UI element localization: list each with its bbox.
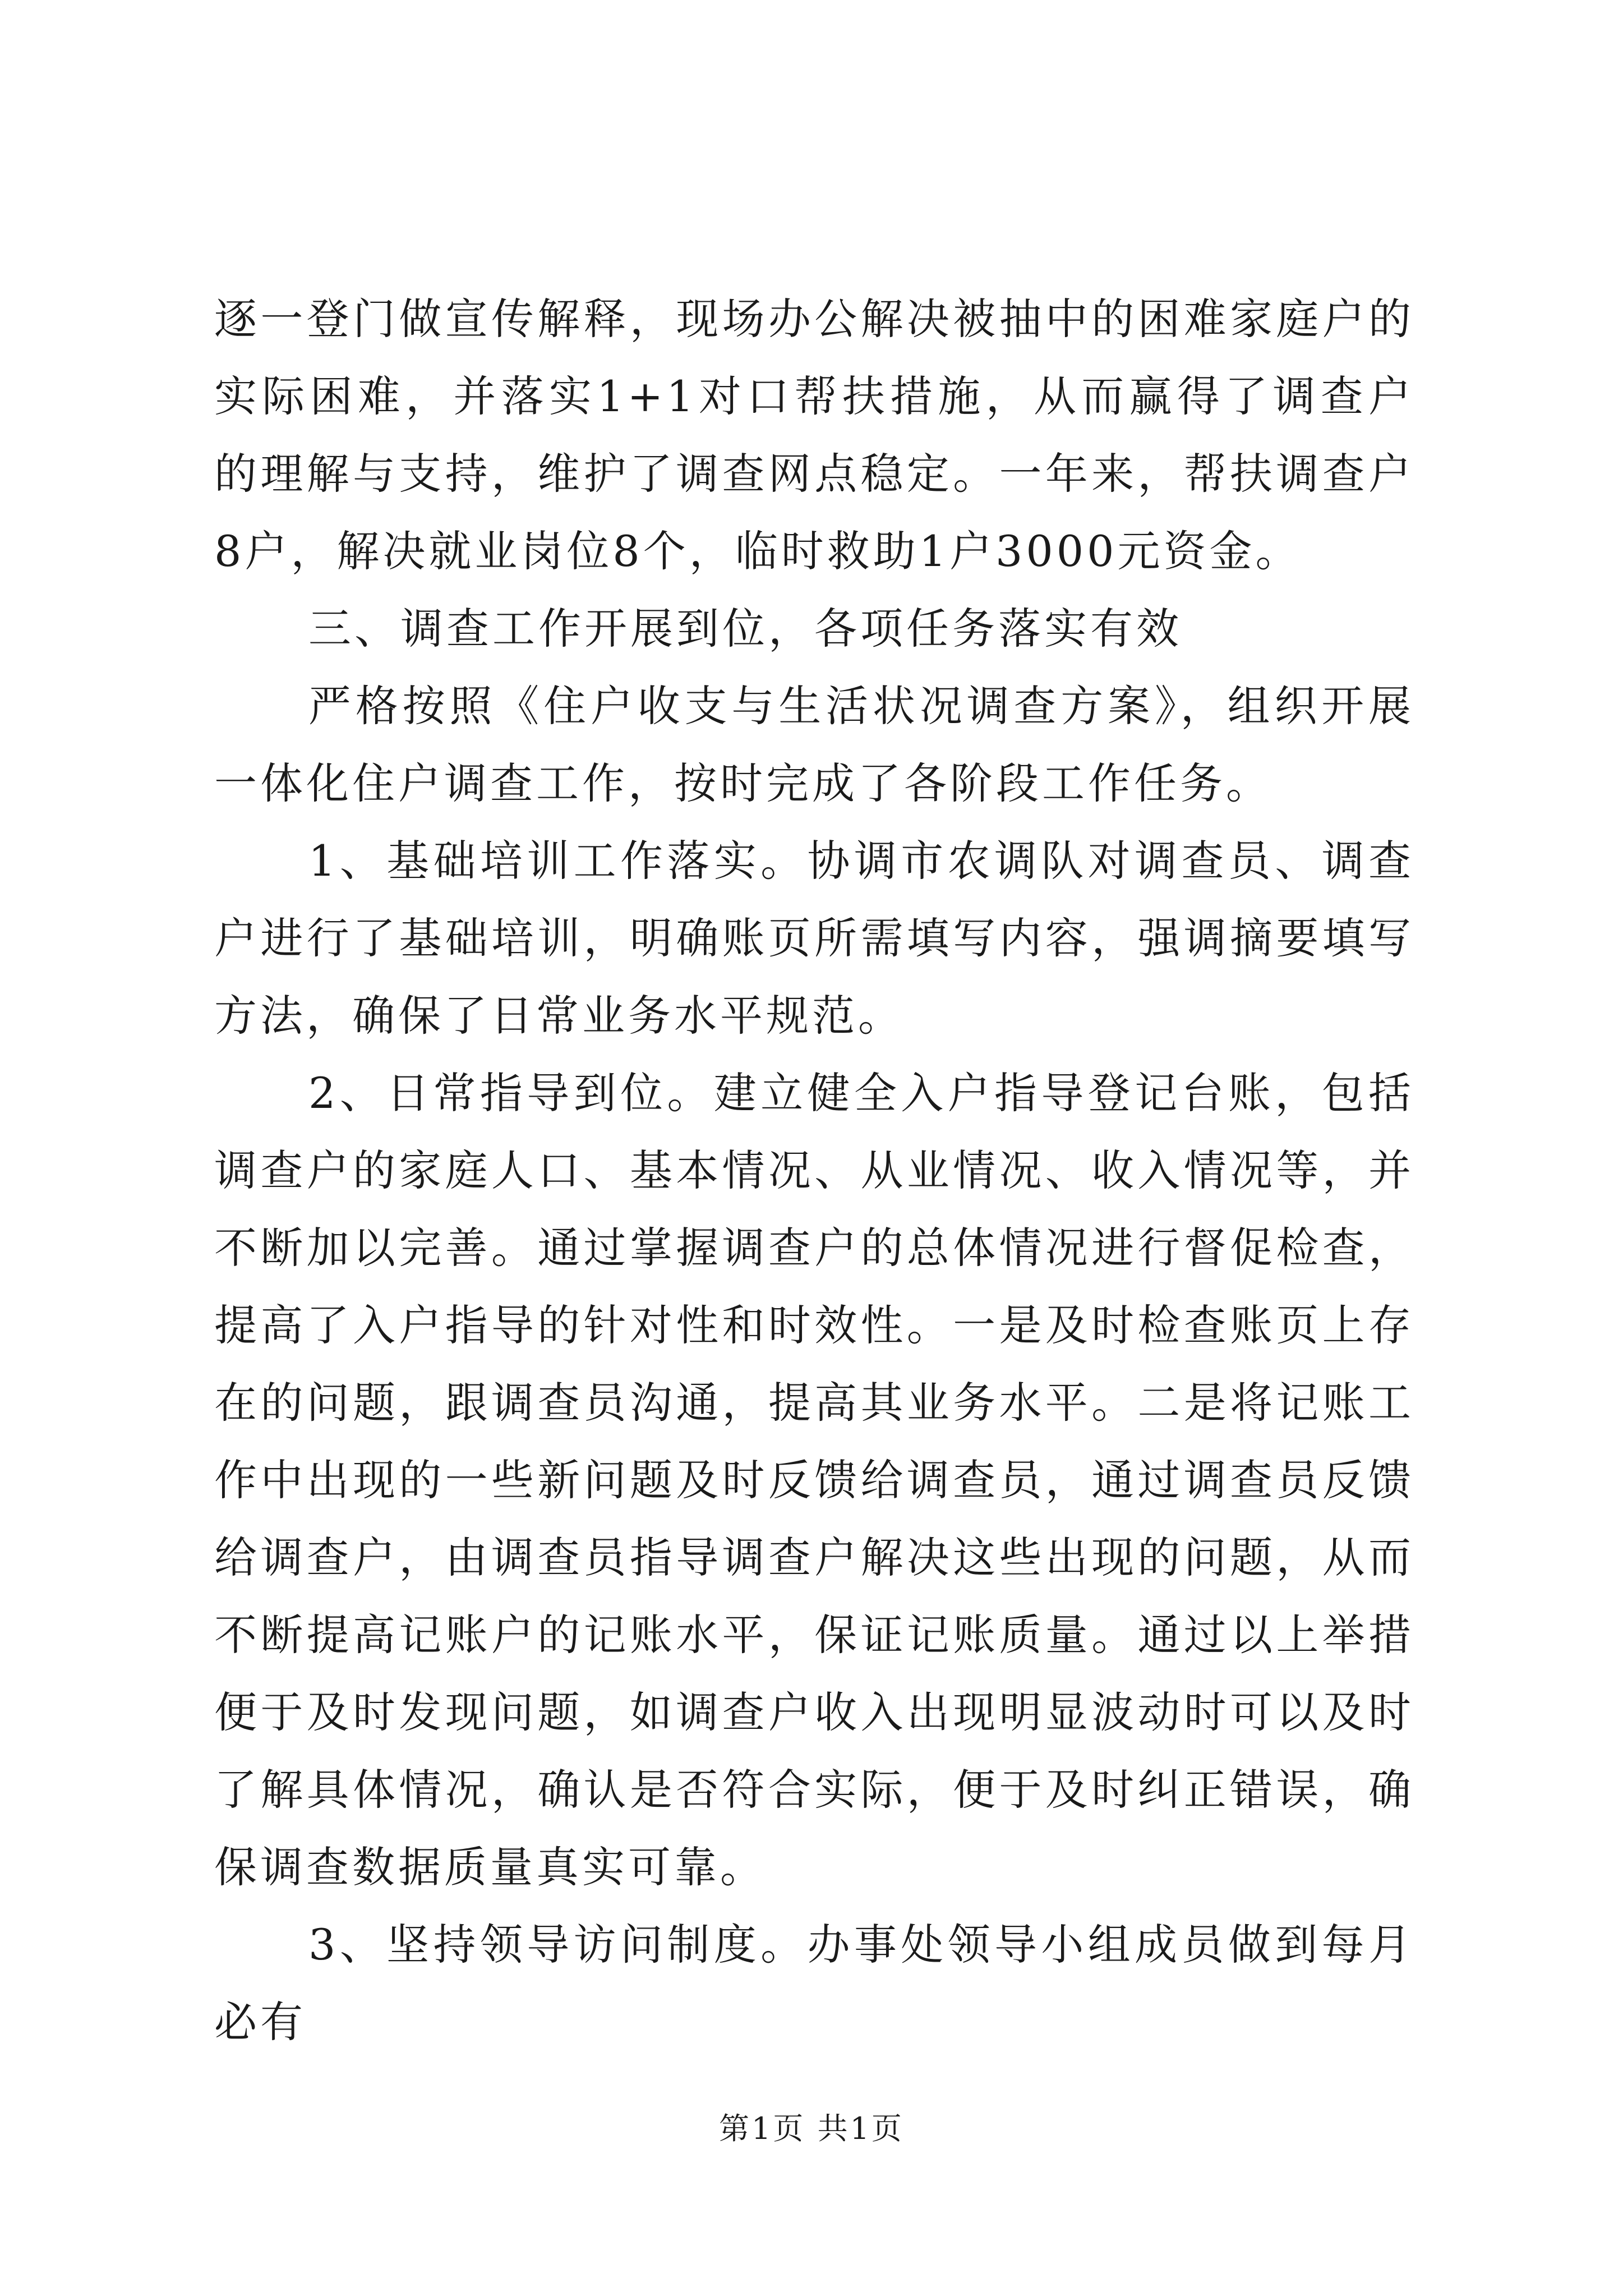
paragraph-item-3: 3、坚持领导访问制度。办事处领导小组成员做到每月必有 [214,1920,1414,2047]
paragraph-continuation: 逐一登门做宣传解释，现场办公解决被抽中的困难家庭户的实际困难，并落实1+1对口帮扶措施，从而赢得了调查户的理解与支持，维护了调查网点稳定。一年来，帮扶调查户8户，解决就业岗位8个，临时救助1户3000元资金。 [214,294,1414,576]
paragraph-item-1: 1、基础培训工作落实。协调市农调队对调查员、调查户进行了基础培训，明确账页所需填写内容，强调摘要填写方法，确保了日常业务水平规范。 [214,836,1414,1041]
document-body [214,280,1414,2061]
section-heading: 三、调查工作开展到位，各项任务落实有效 [308,604,1182,654]
page-footer: 第1页 共1页 [719,2111,904,2146]
paragraph-item-2: 2、日常指导到位。建立健全入户指导登记台账，包括调查户的家庭人口、基本情况、从业情况、收入情况等，并不断加以完善。通过掌握调查户的总体情况进行督促检查，提高了入户指导的针对性和时效性。一是及时检查账页上存在的问题，跟调查员沟通，提高其业务水平。二是将记账工作中出现的一些新问题及时反馈给调查员，通过调查员反馈给调查户，由调查员指导调查户解决这些出现的问题，从而不断提高记账户的记账水平，保证记账质量。通过以上举措便于及时发现问题，如调查户收入出现明显波动时可以及时了解具体情况，确认是否符合实际，便于及时纠正错误，确保调查数据质量真实可靠。 [214,1068,1414,1892]
paragraph-intro: 严格按照《住户收支与生活状况调查方案》，组织开展一体化住户调查工作，按时完成了各阶段工作任务。 [214,681,1414,808]
